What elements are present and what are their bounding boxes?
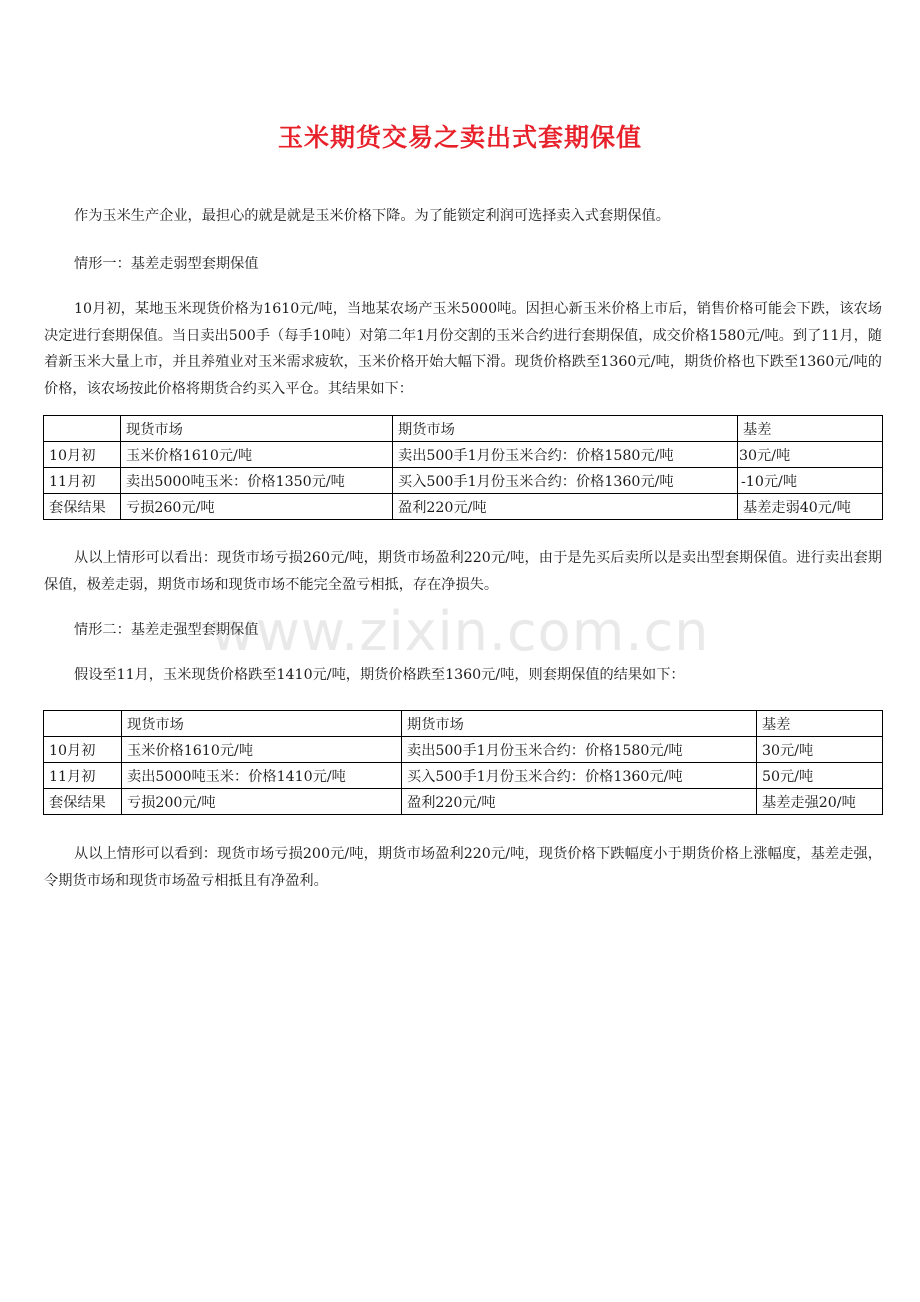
table-cell: 11月初 [44,468,121,494]
table-cell: 盈利220元/吨 [393,494,738,520]
scenario1-table [43,415,883,520]
table-row [44,737,883,763]
table-cell: 基差 [738,416,883,442]
table-cell: 买入500手1月份玉米合约：价格1360元/吨 [393,468,738,494]
table-header-row [44,711,883,737]
table-row [44,468,883,494]
scenario2-heading: 情形二：基差走强型套期保值 [74,622,259,638]
document-title: 玉米期货交易之卖出式套期保值 [277,123,642,152]
table-cell [44,416,121,442]
table-cell: 现货市场 [121,416,393,442]
table-row [44,763,883,789]
table-cell: 套保结果 [44,494,121,520]
table-row [44,494,883,520]
table-cell: 买入500手1月份玉米合约：价格1360元/吨 [402,763,757,789]
table-cell: 盈利220元/吨 [402,789,757,815]
table-row [44,442,883,468]
table-cell: 50元/吨 [757,763,883,789]
table-cell: 基差 [757,711,883,737]
table-cell: 玉米价格1610元/吨 [122,737,402,763]
scenario1-conclusion: 从以上情形可以看出：现货市场亏损260元/吨，期货市场盈利220元/吨，由于是先买后卖所以是卖出型套期保值。进行卖出套期保值，极差走弱，期货市场和现货市场不能完全盈亏相抵，存在净损失。 [44,550,882,593]
table-cell: 30元/吨 [738,442,883,468]
table-cell: 套保结果 [44,789,122,815]
table-cell: 30元/吨 [757,737,883,763]
table-cell [44,711,122,737]
table-cell: 10月初 [44,737,122,763]
watermark: www.zixin.com.cn [210,600,710,663]
table-cell: -10元/吨 [738,468,883,494]
table-cell: 玉米价格1610元/吨 [121,442,393,468]
scenario1-description: 10月初，某地玉米现货价格为1610元/吨，当地某农场产玉米5000吨。因担心新玉米价格上市后，销售价格可能会下跌，该农场决定进行套期保值。当日卖出500手（每手10吨）对第二年1月份交割的玉米合约进行套期保值，成交价格1580元/吨。到了11月，随着新玉米大量上市，并且养殖业对玉米需求疲软，玉米价格开始大幅下滑。现货价格跌至1360元/吨，期货价格也下跌至1360元/吨的价格，该农场按此价格将期货合约买入平仓。其结果如下： [44,301,882,397]
table-cell: 卖出500手1月份玉米合约：价格1580元/吨 [402,737,757,763]
table-cell: 期货市场 [402,711,757,737]
scenario2-description: 假设至11月，玉米现货价格跌至1410元/吨，期货价格跌至1360元/吨，则套期保值的结果如下： [74,667,685,683]
table-cell: 10月初 [44,442,121,468]
table-cell: 期货市场 [393,416,738,442]
scenario1-heading: 情形一：基差走弱型套期保值 [74,256,259,272]
table-cell: 亏损200元/吨 [122,789,402,815]
table-cell: 基差走弱40元/吨 [738,494,883,520]
table-cell: 卖出500手1月份玉米合约：价格1580元/吨 [393,442,738,468]
table-cell: 卖出5000吨玉米：价格1410元/吨 [122,763,402,789]
scenario2-conclusion: 从以上情形可以看到：现货市场亏损200元/吨，期货市场盈利220元/吨，现货价格下跌幅度小于期货价格上涨幅度，基差走强，令期货市场和现货市场盈亏相抵且有净盈利。 [44,846,882,889]
intro-paragraph: 作为玉米生产企业，最担心的就是就是玉米价格下降。为了能锁定利润可选择卖入式套期保值。 [74,208,670,224]
table-cell: 11月初 [44,763,122,789]
scenario2-table [43,710,883,815]
table-cell: 基差走强20/吨 [757,789,883,815]
table-cell: 亏损260元/吨 [121,494,393,520]
table-cell: 现货市场 [122,711,402,737]
table-cell: 卖出5000吨玉米：价格1350元/吨 [121,468,393,494]
table-row [44,789,883,815]
table-header-row [44,416,883,442]
